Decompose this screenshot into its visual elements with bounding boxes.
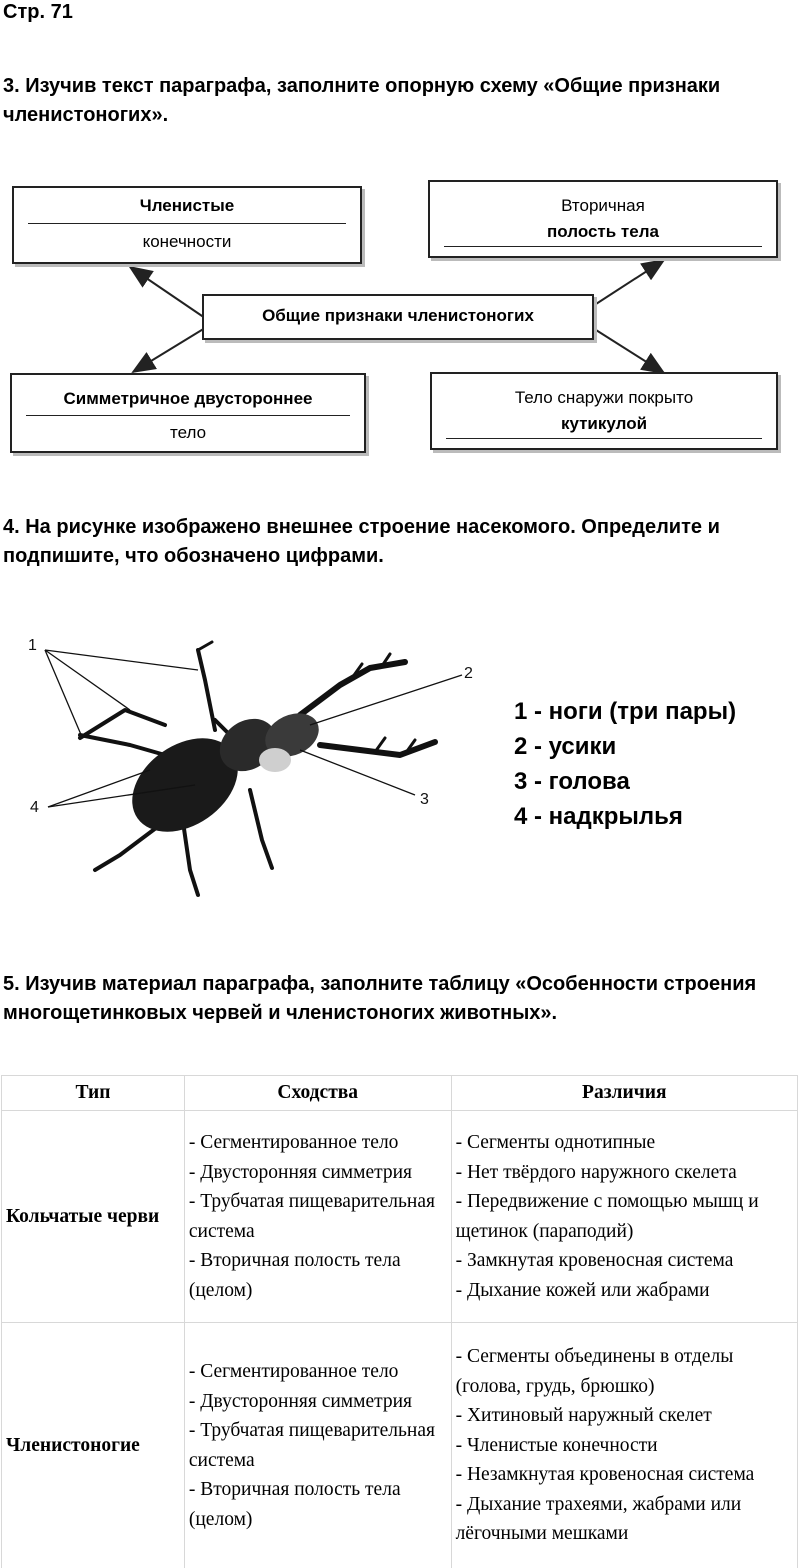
comparison-table	[1, 1075, 798, 1568]
beetle-illustration	[0, 620, 500, 920]
similarities-cell	[184, 1323, 451, 1568]
list-item: - Передвижение с помощью мышц и щетинок (параподий)	[455, 1191, 759, 1242]
box-text-line1: Симметричное двустороннее	[63, 389, 313, 408]
list-item: - Сегментированное тело	[188, 1132, 399, 1153]
box-text-line1: Членистые	[139, 196, 235, 215]
legend-item: 2 - усики	[514, 733, 617, 760]
list-item: - Двусторонняя симметрия	[188, 1390, 413, 1412]
box-text-line2: тело	[169, 423, 207, 442]
list-item: - Сегменты объединены в отделы (голова, грудь, брюшко)	[455, 1346, 734, 1397]
table-header-row	[2, 1076, 798, 1111]
task3-heading: 3. Изучив текст параграфа, заполните опорную схему «Общие признаки членистоногих».	[3, 75, 721, 126]
table-row	[2, 1323, 798, 1568]
list-item: - Членистые конечности	[455, 1434, 658, 1456]
list-item: - Замкнутая кровеносная система	[455, 1250, 734, 1271]
differences-cell	[451, 1323, 797, 1568]
table-row	[2, 1111, 798, 1323]
list-item: - Трубчатая пищеварительная система	[188, 1191, 435, 1242]
box-text-line1: Тело снаружи покрыто	[514, 388, 694, 407]
list-item: - Сегментированное тело	[188, 1361, 399, 1382]
list-item: - Нет твёрдого наружного скелета	[455, 1161, 737, 1183]
insect-legend	[514, 694, 736, 834]
arrow-bottom-left	[133, 328, 205, 372]
arrow-top-right	[596, 260, 664, 304]
figure-number: 2	[464, 665, 473, 682]
scheme-box-center	[202, 294, 594, 340]
scheme-box-top-right	[428, 180, 778, 258]
list-item: - Сегменты однотипные	[455, 1132, 656, 1153]
type-cell: Кольчатые черви	[2, 1111, 185, 1323]
column-header: Различия	[451, 1076, 797, 1111]
legend-item: 3 - голова	[514, 768, 630, 795]
legend-item: 4 - надкрылья	[514, 803, 683, 830]
similarities-cell	[184, 1111, 451, 1323]
column-header: Сходства	[184, 1076, 451, 1111]
task5-heading: 5. Изучив материал параграфа, заполните таблицу «Особенности строения многощетинковых червей и членистоногих животных».	[3, 973, 757, 1024]
arrow-bottom-right	[596, 330, 664, 373]
list-item: - Трубчатая пищеварительная система	[188, 1420, 435, 1471]
list-item: - Вторичная полость тела (целом)	[188, 1250, 401, 1301]
box-text-line2: кутикулой	[560, 414, 648, 433]
list-item: - Вторичная полость тела (целом)	[188, 1479, 401, 1530]
answer-line	[28, 223, 346, 224]
box-text-line2: конечности	[142, 232, 232, 251]
list-item: - Дыхание кожей или жабрами	[455, 1279, 710, 1301]
legend-item: 1 - ноги (три пары)	[514, 698, 737, 725]
figure-number: 1	[28, 637, 37, 654]
arrow-top-left	[130, 267, 205, 318]
scheme-box-top-left	[12, 186, 362, 264]
list-item: - Хитиновый наружный скелет	[455, 1405, 712, 1427]
list-item: - Двусторонняя симметрия	[188, 1161, 413, 1183]
list-item: - Незамкнутая кровеносная система	[455, 1464, 755, 1486]
column-header: Тип	[2, 1076, 185, 1111]
figure-number: 4	[30, 799, 39, 816]
box-text-line1: Вторичная	[561, 196, 645, 215]
scheme-box-bottom-right	[430, 372, 778, 450]
figure-number: 3	[420, 791, 429, 808]
type-cell: Членистоногие	[2, 1323, 185, 1568]
page-label: Стр. 71	[3, 1, 73, 23]
list-item: - Дыхание трахеями, жабрами или лёгочными мешками	[455, 1493, 742, 1545]
answer-line	[444, 246, 762, 247]
box-text-line2: полость тела	[547, 222, 659, 241]
scheme-box-bottom-left	[10, 373, 366, 453]
center-text: Общие признаки членистоногих	[262, 306, 534, 325]
differences-cell	[451, 1111, 797, 1323]
answer-line	[26, 415, 350, 416]
task4-heading: 4. На рисунке изображено внешнее строение насекомого. Определите и подпишите, что обозначено цифрами.	[3, 516, 720, 567]
answer-line	[446, 438, 762, 439]
